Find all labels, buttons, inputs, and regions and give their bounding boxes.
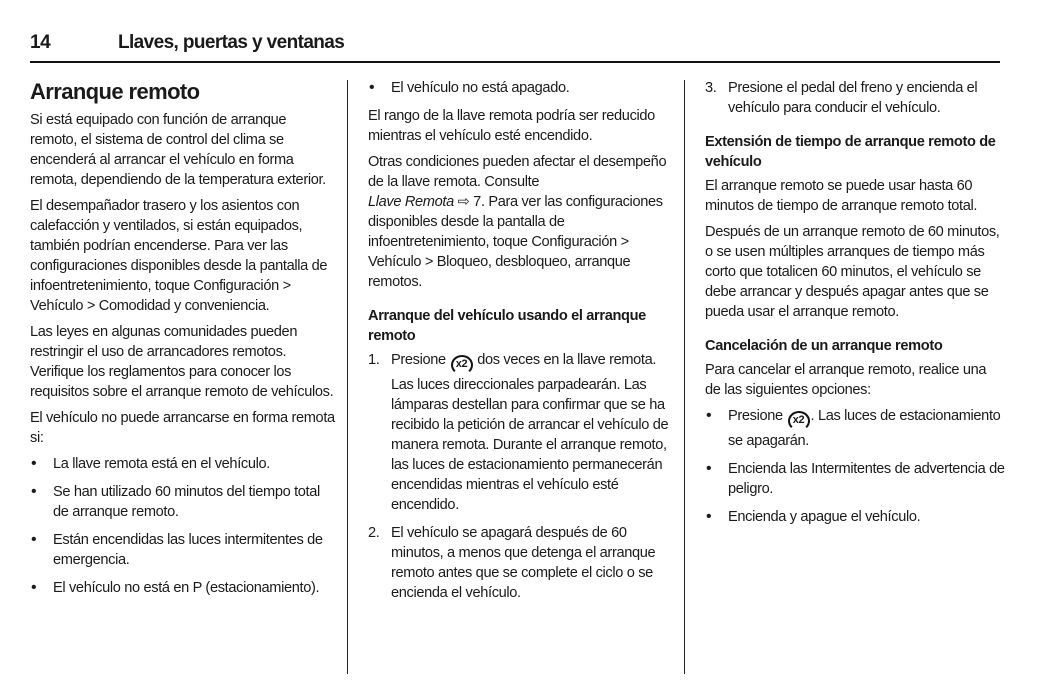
text: Presione: [728, 408, 783, 424]
list-item: • El vehículo no está en P (estacionamiento).: [30, 578, 335, 598]
subheading: Arranque del vehículo usando el arranque remoto: [368, 308, 646, 344]
article-title: Arranque remoto: [30, 79, 200, 104]
subheading: Extensión de tiempo de arranque remoto de vehículo: [705, 134, 996, 170]
arrow-right-icon: ⇨: [457, 194, 470, 210]
steps-list: [368, 350, 673, 603]
column-2: [368, 78, 673, 611]
option-list: [705, 406, 1005, 527]
text: El vehículo se apagará después de 60 minutos, a menos que detenga el arranque remoto antes que se complete el ciclo o se encienda el vehículo.: [391, 525, 656, 601]
step-number: 1.: [368, 352, 380, 368]
column-1: [30, 78, 335, 606]
list-item: • La llave remota está en el vehículo.: [30, 454, 335, 474]
paragraph: Después de un arranque remoto de 60 minutos, o se usen múltiples arranques de tiempo más corto que totalicen 60 minutos, el vehículo se debe arrancar y después apagar antes que se pueda usar el arranque remoto.: [705, 224, 1000, 320]
paragraph: Si está equipado con función de arranque remoto, el sistema de control del clima se encenderá al arrancar el vehículo en forma remota, dependiendo de la temperatura exterior.: [30, 112, 326, 188]
list-item: • Se han utilizado 60 minutos del tiempo total de arranque remoto.: [30, 482, 335, 522]
paragraph: [368, 152, 673, 292]
step: [705, 78, 1005, 118]
step: [368, 523, 673, 603]
cross-reference-link[interactable]: Llave Remota: [368, 194, 454, 210]
column-3: [705, 78, 1005, 535]
paragraph: Para cancelar el arranque remoto, realice una de las siguientes opciones:: [705, 362, 987, 398]
step: [368, 350, 673, 515]
text: Otras condiciones pueden afectar el desempeño de la llave remota. Consulte: [368, 154, 667, 190]
text: dos veces en la llave remota. Las luces direccionales parpadearán. Las lámparas destellan para confirmar que se ha recibido la petición de arrancar el vehículo de manera remota. Durante el arranque remoto, las luces de estacionamiento permanecerán encendidas mientras el vehículo esté encendido.: [391, 352, 669, 513]
section-title: Llaves, puertas y ventanas: [118, 32, 345, 53]
list-item: • Están encendidas las luces intermitentes de emergencia.: [30, 530, 335, 570]
column-divider: [347, 80, 348, 674]
condition-list-cont: [368, 78, 673, 98]
paragraph: El arranque remoto se puede usar hasta 60 minutos de tiempo de arranque remoto total.: [705, 178, 978, 214]
paragraph: El desempañador trasero y los asientos con calefacción y ventilados, si están equipados, también podrían encenderse. Para ver las configuraciones disponibles desde la pantalla de infoentretenimiento, toque Configuración > Vehículo > Comodidad y conveniencia.: [30, 198, 328, 314]
list-item: • El vehículo no está apagado.: [368, 78, 673, 98]
paragraph: Las leyes en algunas comunidades pueden restringir el uso de arrancadores remotos. Verifique los reglamentos para conocer los requisitos sobre el arranque remoto de vehículos.: [30, 324, 334, 400]
list-item: • Encienda y apague el vehículo.: [705, 507, 1005, 527]
page-number: 14: [30, 32, 51, 53]
text: Presione: [391, 352, 446, 368]
text: . Las luces de estacionamiento se apagarán.: [728, 408, 1001, 449]
remote-start-x2-icon: x2: [451, 355, 473, 375]
paragraph: El vehículo no puede arrancarse en forma remota si:: [30, 410, 335, 446]
step-number: 3.: [705, 80, 717, 96]
paragraph: El rango de la llave remota podría ser reducido mientras el vehículo esté encendido.: [368, 108, 655, 144]
text: Presione el pedal del freno y encienda el vehículo para conducir el vehículo.: [728, 80, 978, 116]
page-header: [30, 30, 1000, 63]
text: 7. Para ver las configuraciones disponibles desde la pantalla de infoentretenimiento, toque Configuración > Vehículo > Bloqueo, desbloqueo, arranque remotos.: [368, 194, 663, 290]
remote-start-x2-icon: x2: [788, 411, 810, 431]
list-item: • Encienda las Intermitentes de advertencia de peligro.: [705, 459, 1005, 499]
steps-list-cont: [705, 78, 1005, 118]
list-item: [705, 406, 1005, 451]
condition-list: [30, 454, 335, 598]
subheading: Cancelación de un arranque remoto: [705, 338, 943, 354]
step-number: 2.: [368, 525, 380, 541]
column-divider: [684, 80, 685, 674]
